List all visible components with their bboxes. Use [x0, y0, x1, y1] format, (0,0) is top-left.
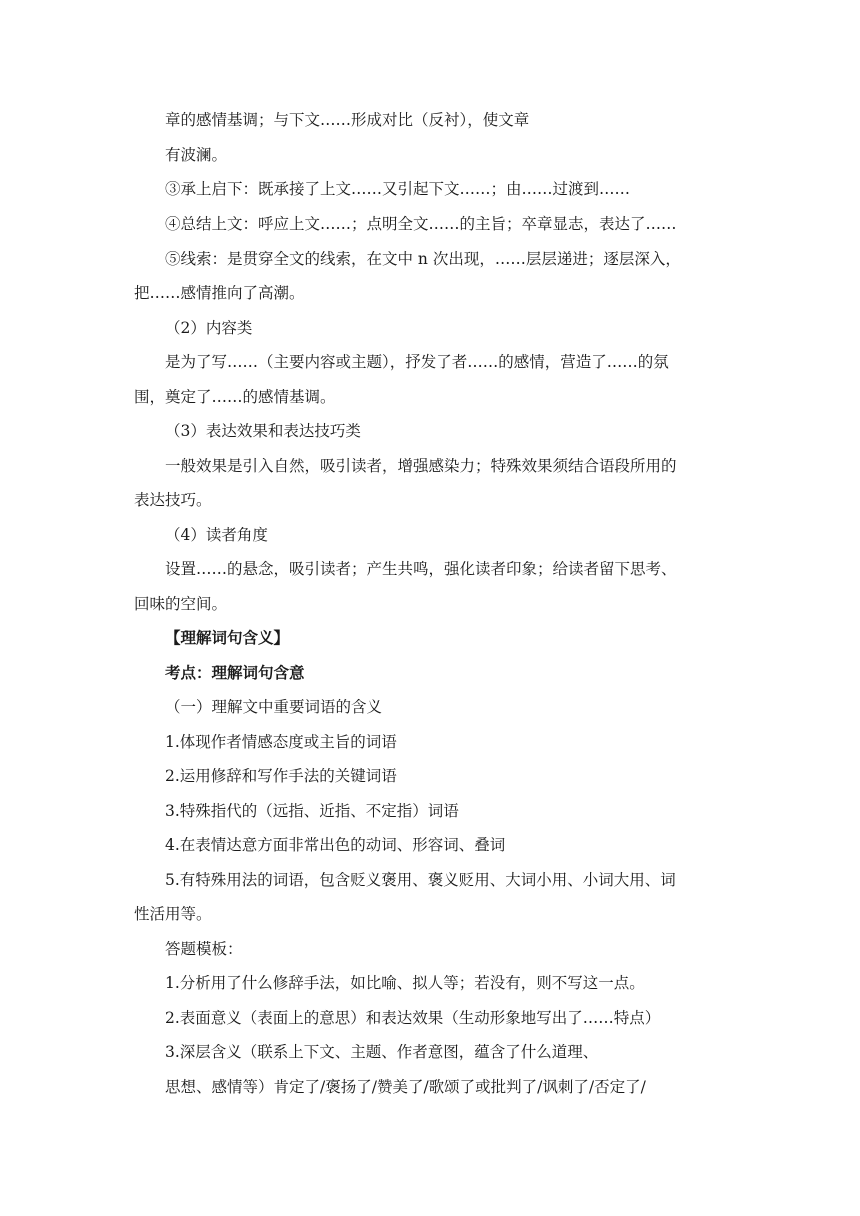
text-line: 答题模板：: [165, 940, 243, 958]
text-line: ④总结上文：呼应上文……；点明全文……的主旨；卒章显志，表达了……: [165, 215, 677, 233]
list-item: 1.体现作者情感态度或主旨的词语: [165, 733, 397, 751]
list-item: 2.表面意义（表面上的意思）和表达效果（生动形象地写出了……特点）: [165, 1009, 661, 1027]
list-item: 2.运用修辞和写作手法的关键词语: [165, 767, 397, 785]
section-heading: （一）理解文中重要词语的含义: [165, 698, 383, 716]
text-line: 设置……的悬念，吸引读者；产生共鸣，强化读者印象；给读者留下思考、: [165, 560, 677, 578]
text-line: 把……感情推向了高潮。: [134, 284, 305, 302]
text-line: 是为了写……（主要内容或主题），抒发了者……的感情，营造了……的氛: [165, 353, 669, 371]
section-heading: （4）读者角度: [165, 526, 268, 544]
section-subtitle: 考点：理解词句含意: [165, 663, 305, 682]
section-heading: （2）内容类: [165, 319, 253, 337]
text-line: 思想、感情等）肯定了/褒扬了/赞美了/歌颂了或批判了/讽刺了/否定了/: [165, 1078, 646, 1096]
text-line: 一般效果是引入自然，吸引读者，增强感染力；特殊效果须结合语段所用的: [165, 457, 677, 475]
text-line: 性活用等。: [134, 905, 212, 923]
text-line: 回味的空间。: [134, 595, 228, 613]
list-item: 5.有特殊用法的词语，包含贬义褒用、褒义贬用、大词小用、小词大用、词: [165, 871, 676, 889]
list-item: 3.特殊指代的（远指、近指、不定指）词语: [165, 802, 459, 820]
text-line: 有波澜。: [165, 146, 228, 164]
text-line: 表达技巧。: [134, 491, 212, 509]
list-item: 1.分析用了什么修辞手法，如比喻、拟人等；若没有，则不写这一点。: [165, 974, 645, 992]
section-heading: （3）表达效果和表达技巧类: [165, 422, 361, 440]
text-line: 围，奠定了……的感情基调。: [134, 388, 336, 406]
text-line: ③承上启下：既承接了上文……又引起下文……；由……过渡到……: [165, 180, 631, 198]
section-title: 【理解词句含义】: [165, 628, 290, 647]
list-item: 3.深层含义（联系上下文、主题、作者意图，蕴含了什么道理、: [165, 1043, 599, 1061]
text-line: 章的感情基调；与下文……形成对比（反衬），使文章: [165, 111, 530, 129]
text-line: ⑤线索：是贯穿全文的线索，在文中 n 次出现，……层层递进；逐层深入，: [165, 250, 681, 268]
list-item: 4.在表情达意方面非常出色的动词、形容词、叠词: [165, 836, 506, 854]
